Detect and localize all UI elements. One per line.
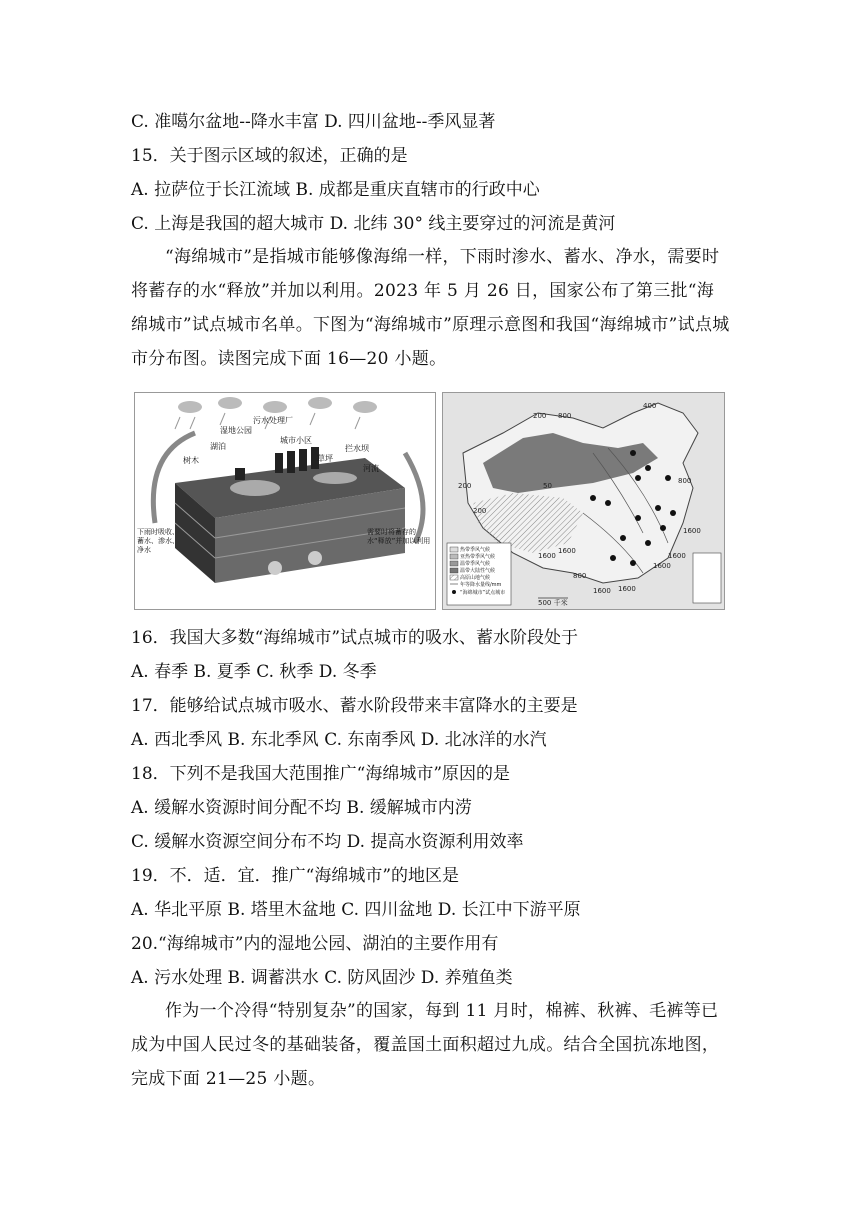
label-lake: 湖泊 [210, 442, 226, 451]
question-18-options-ab: A. 缓解水资源时间分配不均 B. 缓解城市内涝 [131, 798, 472, 818]
option-line-c-d: C. 准噶尔盆地--降水丰富 D. 四川盆地--季风显著 [131, 112, 496, 132]
label-absorb-note: 下雨时吸收、蓄水、渗水、净水 [137, 528, 179, 554]
isohyet-label: 1600 [668, 552, 686, 560]
legend-item: 温带大陆性气候 [460, 568, 496, 574]
isohyet-label: 1600 [618, 585, 636, 593]
label-wastewater-plant: 污水处理厂 [253, 416, 293, 425]
isohyet-label: 50 [543, 482, 552, 490]
question-20: 20.“海绵城市”内的湿地公园、湖泊的主要作用有 [131, 934, 499, 954]
legend-item: “海绵城市”试点城市 [460, 590, 506, 596]
label-lawn: 草坪 [317, 454, 333, 463]
legend-item: 高原山地气候 [460, 575, 491, 581]
isohyet-label: 200 [458, 482, 472, 490]
china-sponge-city-map [442, 392, 725, 610]
legend-item: 温带季风气候 [460, 561, 491, 567]
label-release-note: 需要时将蓄存的水“释放”并加以利用 [367, 528, 431, 545]
label-dam: 拦水坝 [345, 444, 369, 453]
isohyet-label: 1600 [683, 527, 701, 535]
isohyet-label: 1600 [558, 547, 576, 555]
question-18-options-cd: C. 缓解水资源空间分布不均 D. 提高水资源利用效率 [131, 832, 524, 852]
label-trees: 树木 [183, 456, 199, 465]
question-20-options: A. 污水处理 B. 调蓄洪水 C. 防风固沙 D. 养殖鱼类 [131, 968, 513, 988]
isohyet-label: 200 [473, 507, 487, 515]
intro-paragraph: “海绵城市”是指城市能够像海绵一样，下雨时渗水、蓄水、净水，需要时将蓄存的水“释放”并加以利用。2023 年 5 月 26 日，国家公布了第三批“海绵城市”试点城市名单。下图为“海绵城市”原理示意图和我国“海绵城市”试点城市分布图。读图完成下面 16—20 小题。 [131, 247, 730, 369]
map-scale: 500 千米 [538, 599, 568, 607]
question-15-options-cd: C. 上海是我国的超大城市 D. 北纬 30° 线主要穿过的河流是黄河 [131, 214, 616, 234]
label-city-community: 城市小区 [280, 436, 312, 445]
closing-paragraph: 作为一个冷得“特别复杂”的国家，每到 11 月时，棉裤、秋裤、毛裤等已成为中国人民过冬的基础装备，覆盖国土面积超过九成。结合全国抗冻地图，完成下面 21—25 小题。 [131, 1001, 720, 1089]
legend-item: 亚热带季风气候 [460, 554, 496, 560]
question-16: 16．我国大多数“海绵城市”试点城市的吸水、蓄水阶段处于 [131, 628, 579, 648]
isohyet-label: 1600 [653, 562, 671, 570]
question-16-options: A. 春季 B. 夏季 C. 秋季 D. 冬季 [131, 662, 377, 682]
question-17: 17．能够给试点城市吸水、蓄水阶段带来丰富降水的主要是 [131, 696, 578, 716]
sponge-city-diagram [134, 392, 436, 610]
question-19-options: A. 华北平原 B. 塔里木盆地 C. 四川盆地 D. 长江中下游平原 [131, 900, 581, 920]
label-wetland-park: 湿地公园 [220, 426, 252, 435]
label-river: 河流 [363, 464, 379, 473]
legend-item: 年等降水量线/mm [460, 582, 502, 588]
question-15-options-ab: A. 拉萨位于长江流域 B. 成都是重庆直辖市的行政中心 [131, 180, 540, 200]
isohyet-label: 1600 [538, 552, 556, 560]
legend-item: 热带季风气候 [460, 547, 491, 553]
isohyet-label: 200 [533, 412, 547, 420]
isohyet-label: 800 [558, 412, 572, 420]
isohyet-label: 800 [573, 572, 587, 580]
isohyet-label: 1600 [593, 587, 611, 595]
question-19: 19．不．适．宜．推广“海绵城市”的地区是 [131, 866, 460, 886]
question-15: 15．关于图示区域的叙述，正确的是 [131, 146, 408, 166]
question-18: 18．下列不是我国大范围推广“海绵城市”原因的是 [131, 764, 511, 784]
question-17-options: A. 西北季风 B. 东北季风 C. 东南季风 D. 北冰洋的水汽 [131, 730, 547, 750]
isohyet-label: 800 [678, 477, 692, 485]
isohyet-label: 400 [643, 402, 657, 410]
